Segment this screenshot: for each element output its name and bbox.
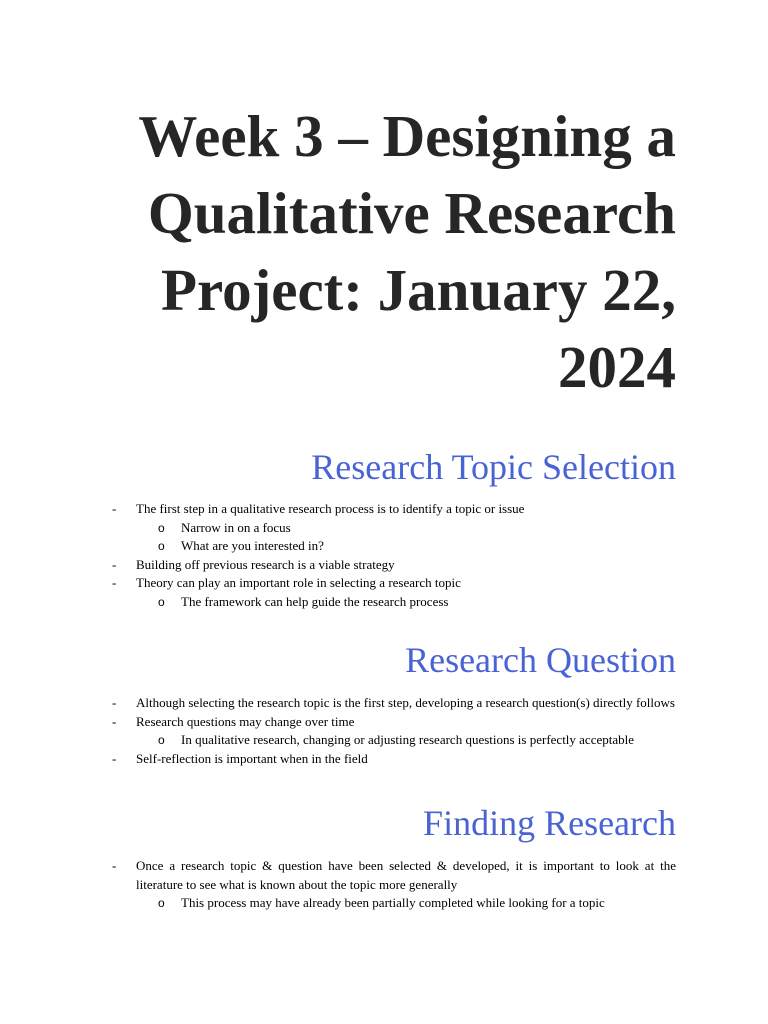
circle-bullet-icon: o: [158, 896, 165, 910]
sub-list-item-text: The framework can help guide the research process: [181, 593, 449, 609]
dash-marker: -: [112, 713, 117, 729]
sub-list-item: [136, 537, 676, 556]
section-heading-topic-selection: Research Topic Selection: [311, 447, 676, 487]
sub-list-item-text: Narrow in on a focus: [181, 519, 291, 535]
dash-marker: -: [112, 858, 117, 873]
sub-list-item: [136, 731, 676, 750]
sub-list-item: [136, 519, 676, 538]
title-line: Project: January 22,: [160, 257, 676, 323]
circle-bullet-icon: o: [158, 520, 165, 535]
page-title: [112, 0, 676, 406]
list-item: [112, 713, 676, 750]
dash-marker: -: [112, 750, 117, 766]
dash-marker: -: [112, 695, 117, 710]
title-line: Week 3 – Designing a: [138, 103, 676, 169]
list-item-text: Theory can play an important role in selecting a research topic: [136, 575, 461, 590]
section-heading-research-question: Research Question: [405, 640, 676, 680]
sub-list-item-text: This process may have already been partially completed while looking for a topic: [181, 895, 605, 910]
circle-bullet-icon: o: [158, 539, 165, 553]
dash-marker: -: [112, 556, 117, 572]
research-question-list: [112, 694, 676, 768]
sub-list: [136, 519, 676, 556]
finding-research-list: [112, 857, 676, 913]
list-item-text: Once a research topic & question have been selected & developed, it is important to look at the literature to see what is known about the topic more generally: [136, 858, 676, 892]
list-item-text: Research questions may change over time: [136, 713, 355, 729]
sub-list: [136, 593, 676, 612]
list-item-text: Although selecting the research topic is the first step, developing a research question(s) directly follows: [136, 695, 675, 710]
list-item: [112, 574, 676, 611]
circle-bullet-icon: o: [158, 733, 165, 747]
sub-list-item-text: What are you interested in?: [181, 538, 324, 553]
sub-list-item: [136, 593, 676, 612]
section-heading-finding-research: Finding Research: [423, 803, 676, 843]
sub-list-item-text: In qualitative research, changing or adjusting research questions is perfectly acceptable: [181, 732, 635, 747]
dash-marker: -: [112, 575, 117, 590]
list-item-text: Building off previous research is a viable strategy: [136, 556, 395, 572]
title-line: Qualitative Research: [147, 180, 676, 246]
sub-list-item: [136, 894, 676, 913]
list-item: [112, 694, 676, 713]
list-item-text: Self-reflection is important when in the field: [136, 750, 368, 766]
list-item: [112, 500, 676, 556]
sub-list: [136, 731, 676, 750]
list-item: [112, 750, 676, 769]
title-line: 2024: [558, 334, 676, 400]
topic-selection-list: [112, 500, 676, 611]
sub-list: [136, 894, 676, 913]
dash-marker: -: [112, 501, 117, 516]
list-item: [112, 857, 676, 913]
circle-bullet-icon: o: [158, 594, 165, 609]
list-item: [112, 556, 676, 575]
list-item-text: The first step in a qualitative research process is to identify a topic or issue: [136, 501, 525, 516]
